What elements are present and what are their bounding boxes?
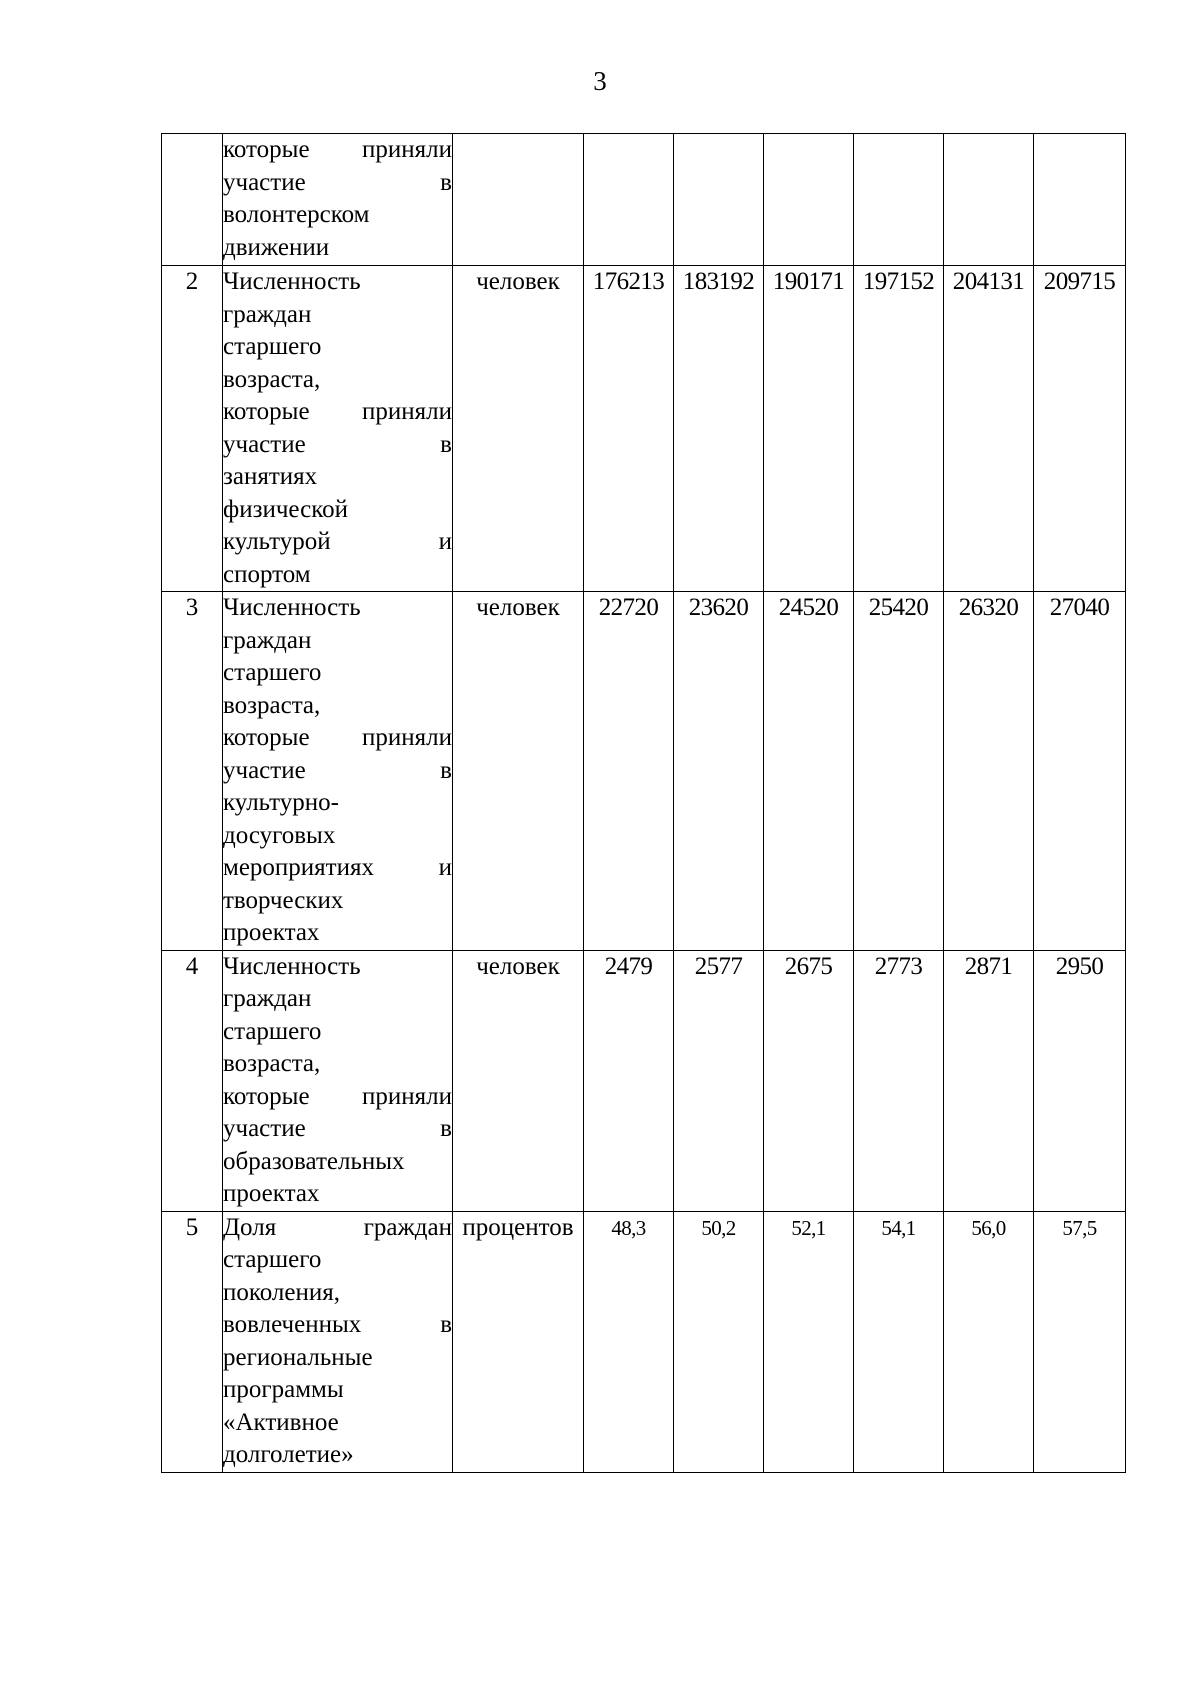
value-cell: 27040 (1034, 592, 1126, 951)
indicator-name-line: проектах (223, 919, 320, 946)
row-number-cell: 2 (162, 266, 223, 592)
indicator-name-line: которые приняли (223, 136, 452, 163)
indicator-name-line: граждан (223, 985, 312, 1012)
value-cell: 52,1 (764, 1211, 854, 1472)
indicator-name-line: старшего (223, 333, 322, 360)
indicator-name-line: старшего (223, 1017, 322, 1045)
indicator-name-line: волонтерском (223, 201, 370, 228)
row-number-cell: 3 (162, 592, 223, 951)
indicator-name-line: возраста, (223, 691, 321, 719)
indicator-name-line: граждан (223, 300, 312, 328)
indicator-name-line: Численность (223, 594, 361, 621)
indicator-name-line: участие в (223, 1115, 452, 1142)
value-cell: 176213 (584, 266, 674, 592)
indicator-name-line: возраста, (223, 1050, 321, 1077)
table-row (162, 134, 1126, 266)
value-cell: 25420 (854, 592, 944, 951)
indicator-name-line: культурно- (223, 789, 339, 816)
value-cell: 26320 (944, 592, 1034, 951)
row-number-cell: 5 (162, 1211, 223, 1472)
table-row (162, 266, 1126, 592)
indicator-name-line: образовательных (223, 1147, 405, 1175)
value-cell: 2577 (674, 950, 764, 1211)
indicator-name-line: возраста, (223, 365, 321, 393)
value-cell: 50,2 (674, 1211, 764, 1472)
table-body (162, 134, 1126, 1473)
indicator-name-cell (223, 1211, 453, 1472)
indicator-name-line: которые приняли (223, 724, 452, 751)
indicator-name-line: участие в (223, 168, 452, 196)
table-row (162, 592, 1126, 951)
value-cell: 2675 (764, 950, 854, 1211)
indicator-name-line: старшего (223, 659, 322, 686)
indicator-name-line: вовлеченных в (223, 1311, 452, 1338)
value-cell: 204131 (944, 266, 1034, 592)
value-cell (1034, 134, 1126, 266)
value-cell: 209715 (1034, 266, 1126, 592)
indicator-name-cell (223, 950, 453, 1211)
indicator-name-line: поколения, (223, 1278, 341, 1306)
value-cell: 57,5 (1034, 1211, 1126, 1472)
indicator-name-line: участие в (223, 756, 452, 784)
indicator-name-line: занятиях (223, 463, 318, 490)
unit-cell: процентов (453, 1211, 584, 1472)
indicators-table (161, 133, 1126, 1473)
value-cell: 197152 (854, 266, 944, 592)
value-cell (764, 134, 854, 266)
indicator-name-line: участие в (223, 430, 452, 458)
indicator-name-cell (223, 592, 453, 951)
value-cell: 54,1 (854, 1211, 944, 1472)
indicator-name-line: которые приняли (223, 398, 452, 425)
value-cell (854, 134, 944, 266)
indicator-name-line: которые приняли (223, 1082, 452, 1110)
value-cell: 2479 (584, 950, 674, 1211)
value-cell: 48,3 (584, 1211, 674, 1472)
value-cell: 2871 (944, 950, 1034, 1211)
indicator-name-line: старшего (223, 1246, 322, 1273)
value-cell (944, 134, 1034, 266)
value-cell: 22720 (584, 592, 674, 951)
value-cell: 183192 (674, 266, 764, 592)
value-cell: 56,0 (944, 1211, 1034, 1472)
indicator-name-line: граждан (223, 626, 312, 654)
indicator-name-line: физической (223, 495, 348, 523)
table-row (162, 1211, 1126, 1472)
indicator-name-line: мероприятиях и (223, 854, 452, 881)
indicator-name-line: программы (223, 1376, 344, 1403)
value-cell: 190171 (764, 266, 854, 592)
row-number-cell (162, 134, 223, 266)
indicator-name-line: Численность (223, 268, 361, 295)
value-cell: 24520 (764, 592, 854, 951)
value-cell (674, 134, 764, 266)
indicator-name-line: культурой и (223, 528, 452, 555)
indicator-name-line: региональные (223, 1343, 373, 1371)
value-cell: 23620 (674, 592, 764, 951)
table-row (162, 950, 1126, 1211)
page-number: 3 (593, 66, 607, 96)
indicator-name-line: Доля граждан (223, 1213, 452, 1241)
indicator-name-cell (223, 134, 453, 266)
indicator-name-line: движении (223, 233, 330, 261)
indicator-name-line: Численность (223, 952, 361, 980)
indicator-name-cell (223, 266, 453, 592)
value-cell: 2950 (1034, 950, 1126, 1211)
indicator-name-line: досуговых (223, 821, 336, 849)
unit-cell: человек (453, 266, 584, 592)
indicator-name-line: проектах (223, 1180, 320, 1207)
value-cell (584, 134, 674, 266)
indicator-name-line: «Активное (223, 1408, 339, 1436)
indicator-name-line: спортом (223, 560, 311, 588)
unit-cell: человек (453, 950, 584, 1211)
value-cell: 2773 (854, 950, 944, 1211)
unit-cell: человек (453, 592, 584, 951)
row-number-cell: 4 (162, 950, 223, 1211)
indicator-name-line: творческих (223, 886, 344, 914)
unit-cell (453, 134, 584, 266)
indicator-name-line: долголетие» (223, 1441, 354, 1468)
